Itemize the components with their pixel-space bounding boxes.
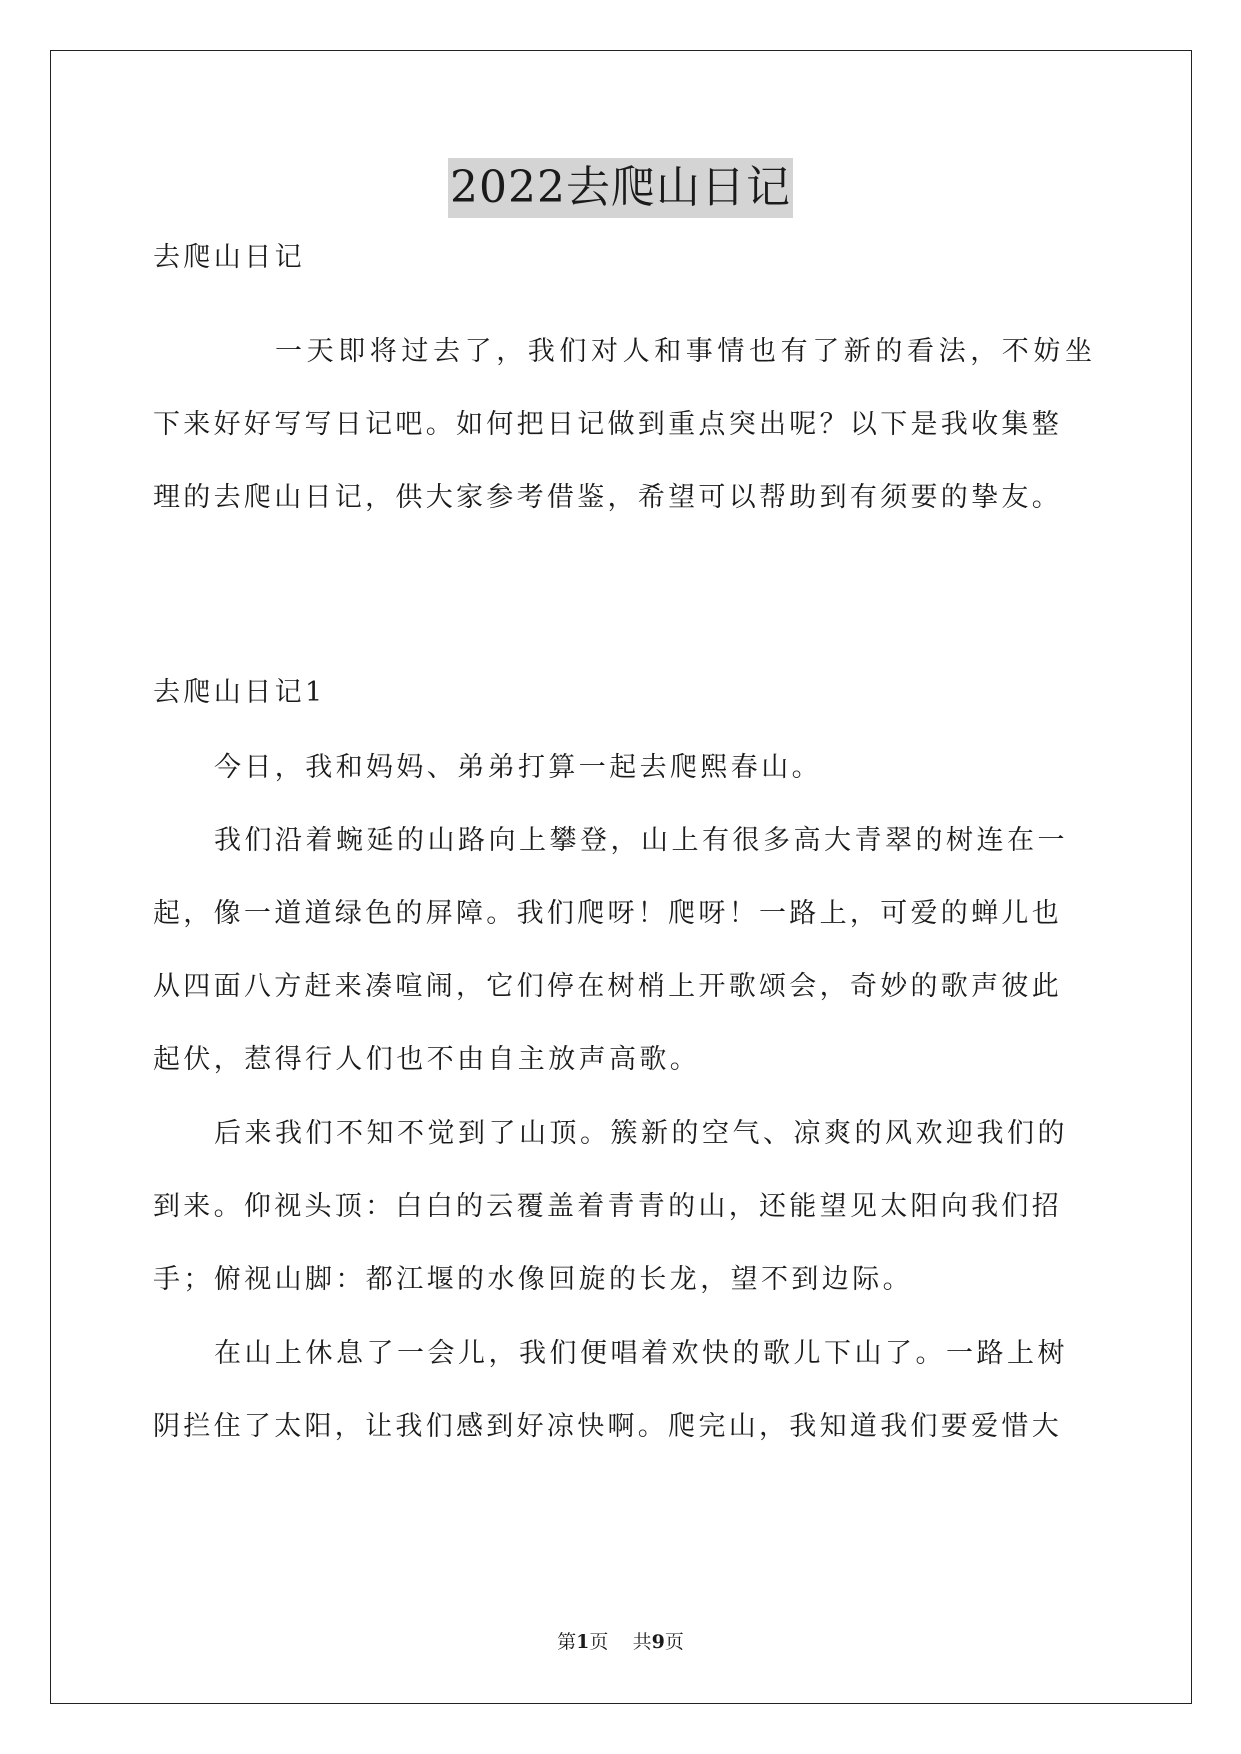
- paragraph-line: 起伏，惹得行人们也不由自主放声高歌。: [153, 1044, 701, 1075]
- subtitle: 去爬山日记: [153, 242, 305, 273]
- footer-prefix: 第: [557, 1631, 577, 1653]
- footer-total-suffix: 页: [664, 1631, 684, 1653]
- paragraph-line: 理的去爬山日记，供大家参考借鉴，希望可以帮助到有须要的挚友。: [153, 482, 1062, 513]
- paragraph-line: 后来我们不知不觉到了山顶。簇新的空气、凉爽的风欢迎我们的: [214, 1118, 1068, 1149]
- paragraph-line: 起，像一道道绿色的屏障。我们爬呀！爬呀！一路上，可爱的蝉儿也: [153, 898, 1062, 929]
- footer-total-prefix: 共: [632, 1631, 652, 1653]
- paragraph-line: 我们沿着蜿延的山路向上攀登，山上有很多高大青翠的树连在一: [214, 825, 1068, 856]
- title-container: [0, 158, 1241, 218]
- paragraph-line: 阴拦住了太阳，让我们感到好凉快啊。爬完山，我知道我们要爱惜大: [153, 1411, 1062, 1442]
- paragraph-line: 从四面八方赶来凑喧闹，它们停在树梢上开歌颂会，奇妙的歌声彼此: [153, 971, 1062, 1002]
- footer-page-suffix: 页: [589, 1631, 609, 1653]
- document-title: 2022去爬山日记: [448, 158, 793, 218]
- section-heading: 去爬山日记1: [153, 677, 326, 708]
- page-border: [50, 50, 1192, 1704]
- paragraph-line: 到来。仰视头顶：白白的云覆盖着青青的山，还能望见太阳向我们招: [153, 1191, 1062, 1222]
- page-footer: [0, 1630, 1241, 1654]
- paragraph-line: 下来好好写写日记吧。如何把日记做到重点突出呢？以下是我收集整: [153, 409, 1062, 440]
- paragraph-line: 手；俯视山脚：都江堰的水像回旋的长龙，望不到边际。: [153, 1264, 913, 1295]
- paragraph-line: 在山上休息了一会儿，我们便唱着欢快的歌儿下山了。一路上树: [214, 1338, 1068, 1369]
- footer-page-number: 1: [576, 1631, 590, 1653]
- paragraph-line: 一天即将过去了，我们对人和事情也有了新的看法，不妨坐: [275, 336, 1097, 367]
- paragraph-line: 今日，我和妈妈、弟弟打算一起去爬熙春山。: [214, 752, 822, 783]
- footer-total-pages: 9: [651, 1631, 665, 1653]
